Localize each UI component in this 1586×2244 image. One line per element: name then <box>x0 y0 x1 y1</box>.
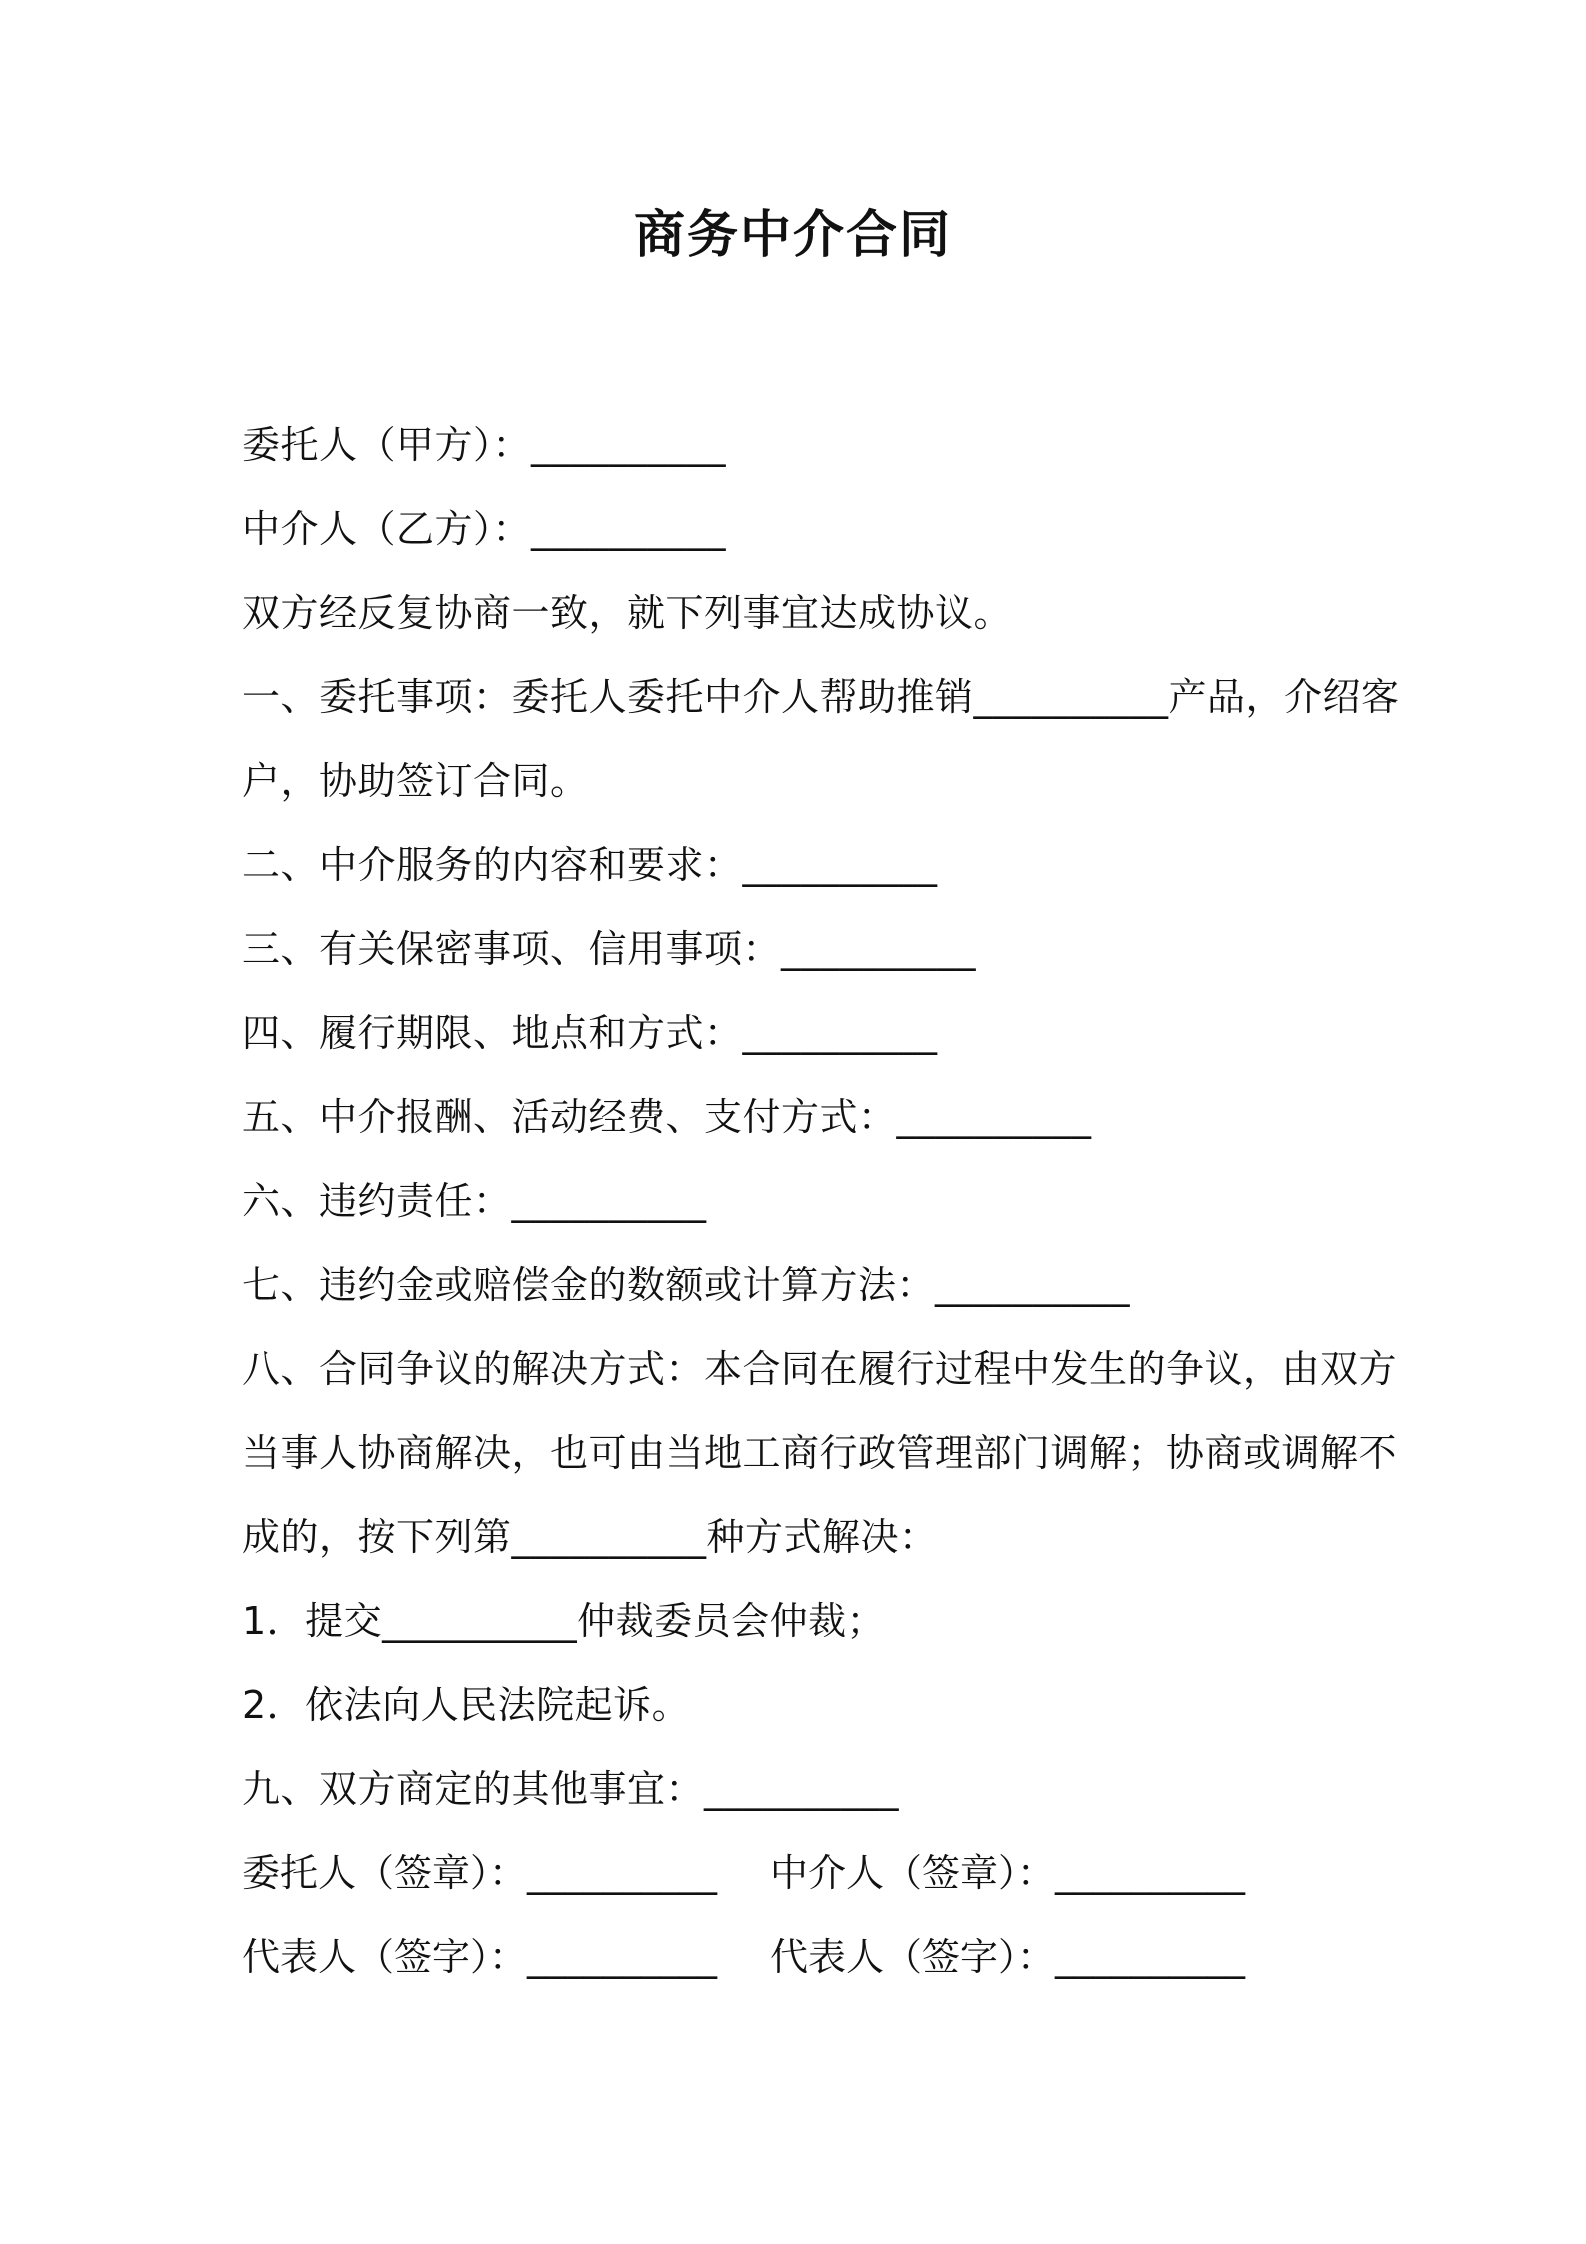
client-seal-field: 委托人（签章）：__________ <box>242 1851 718 1895</box>
agent-seal-field: 中介人（签章）：__________ <box>770 1851 1246 1895</box>
clause-1-line-1: 一、委托事项：委托人委托中介人帮助推销__________产品，介绍客 <box>242 675 1400 719</box>
clause-6: 六、违约责任：__________ <box>242 1179 707 1223</box>
option-2: 2．依法向人民法院起诉。 <box>242 1683 691 1727</box>
agent-representative-field: 代表人（签字）：__________ <box>770 1935 1246 1979</box>
clause-8-line-1: 八、合同争议的解决方式：本合同在履行过程中发生的争议，由双方 <box>242 1347 1398 1391</box>
client-representative-field: 代表人（签字）：__________ <box>242 1935 718 1979</box>
signature-row-representative <box>242 1915 1362 1999</box>
contract-body <box>242 403 1400 1999</box>
clause-5: 五、中介报酬、活动经费、支付方式：__________ <box>242 1095 1092 1139</box>
clause-2: 二、中介服务的内容和要求：__________ <box>242 843 938 887</box>
party-b-line: 中介人（乙方）：__________ <box>242 507 727 551</box>
party-a-line: 委托人（甲方）：__________ <box>242 423 727 467</box>
document-title: 商务中介合同 <box>633 206 952 265</box>
clause-4: 四、履行期限、地点和方式：__________ <box>242 1011 938 1055</box>
clause-7: 七、违约金或赔偿金的数额或计算方法：__________ <box>242 1263 1131 1307</box>
clause-1-line-2: 户，协助签订合同。 <box>242 759 589 803</box>
agreement-intro: 双方经反复协商一致，就下列事宜达成协议。 <box>242 591 1013 635</box>
clause-8-line-3: 成的，按下列第__________种方式解决： <box>242 1515 938 1559</box>
clause-9: 九、双方商定的其他事宜：__________ <box>242 1767 900 1811</box>
signature-row-seal <box>242 1831 1362 1915</box>
clause-3: 三、有关保密事项、信用事项：__________ <box>242 927 977 971</box>
clause-8-line-2: 当事人协商解决，也可由当地工商行政管理部门调解；协商或调解不 <box>242 1431 1398 1475</box>
option-1: 1．提交__________仲裁委员会仲裁； <box>242 1599 886 1643</box>
